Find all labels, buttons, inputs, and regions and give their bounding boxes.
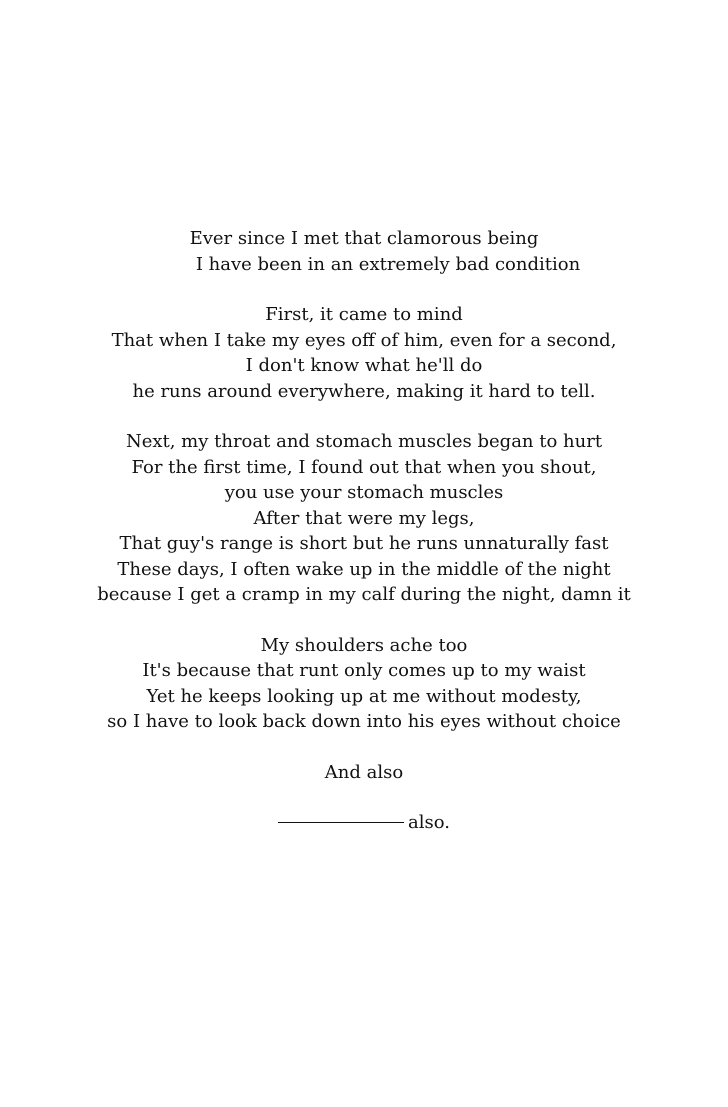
poem-line: Ever since I met that clamorous being — [189, 228, 539, 249]
poem-line: It's because that runt only comes up to my waist — [142, 660, 586, 681]
poem-line: First, it came to mind — [265, 304, 463, 325]
poem-line: because I get a cramp in my calf during the night, damn it — [97, 584, 631, 605]
poem-line: I have been in an extremely bad condition — [195, 253, 581, 275]
stanza-1 — [0, 226, 728, 277]
poem-line — [0, 810, 728, 836]
poem-line: These days, I often wake up in the middle of the night — [117, 558, 611, 580]
poem-line: you use your stomach muscles — [224, 482, 504, 503]
poem-line: That guy's range is short but he runs unnaturally fast — [119, 533, 609, 554]
poem-line: Yet he keeps looking up at me without modesty, — [146, 685, 582, 707]
poem-text — [0, 226, 728, 861]
poem-line: For the first time, I found out that when you shout, — [131, 456, 597, 478]
poem-line: so I have to look back down into his eyes without choice — [107, 711, 621, 732]
poem-line: That when I take my eyes off of him, even for a second, — [111, 329, 617, 351]
poem-line: And also — [324, 761, 404, 783]
poem-line: I don't know what he'll do — [245, 355, 483, 376]
poem-line: After that were my legs, — [253, 507, 475, 529]
stanza-3 — [0, 429, 728, 608]
stanza-4 — [0, 633, 728, 735]
closing-line — [0, 810, 728, 836]
poem-line: Next, my throat and stomach muscles began to hurt — [125, 431, 603, 452]
stanza-5 — [0, 760, 728, 786]
blank-rule — [278, 822, 404, 823]
poem-line: My shoulders ache too — [260, 634, 468, 656]
closing-word: also. — [408, 812, 450, 833]
stanza-2 — [0, 302, 728, 404]
poem-line: he runs around everywhere, making it hard to tell. — [132, 380, 596, 402]
